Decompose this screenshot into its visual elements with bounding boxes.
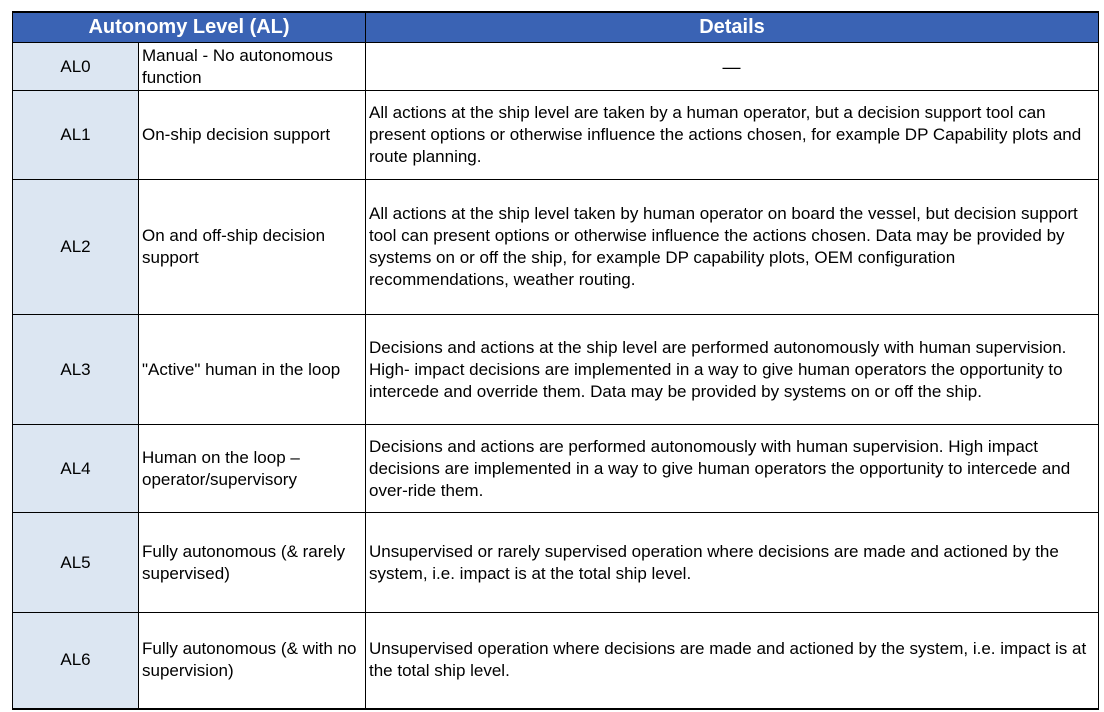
- table-header-row: [13, 12, 1099, 43]
- level-name-cell: "Active" human in the loop: [139, 315, 366, 425]
- table-row: [13, 513, 1099, 613]
- table-row: [13, 91, 1099, 180]
- details-cell: All actions at the ship level taken by human operator on board the vessel, but decision support tool can present options or otherwise influence the actions chosen. Data may be provided by systems on or off the ship, for example DP capability plots, OEM configuration recommendations, weather routing.: [366, 180, 1099, 315]
- level-cell: AL5: [13, 513, 139, 613]
- level-name-cell: Fully autonomous (& rarely supervised): [139, 513, 366, 613]
- level-cell: AL1: [13, 91, 139, 180]
- details-cell: Decisions and actions are performed autonomously with human supervision. High impact decisions are implemented in a way to give human operators the opportunity to intercede and over-ride them.: [366, 425, 1099, 513]
- level-name-cell: Fully autonomous (& with no supervision): [139, 613, 366, 709]
- level-name-cell: On-ship decision support: [139, 91, 366, 180]
- level-cell: AL4: [13, 425, 139, 513]
- table-row: [13, 425, 1099, 513]
- level-name-cell: Human on the loop – operator/supervisory: [139, 425, 366, 513]
- details-cell: All actions at the ship level are taken by a human operator, but a decision support tool can present options or otherwise influence the actions chosen, for example DP Capability plots and route planning.: [366, 91, 1099, 180]
- details-cell: Unsupervised or rarely supervised operation where decisions are made and actioned by the system, i.e. impact is at the total ship level.: [366, 513, 1099, 613]
- table-row: [13, 180, 1099, 315]
- level-name-cell: On and off-ship decision support: [139, 180, 366, 315]
- header-details: Details: [366, 12, 1099, 43]
- header-autonomy-level: Autonomy Level (AL): [13, 12, 366, 43]
- autonomy-level-table: [12, 11, 1099, 710]
- details-cell: —: [366, 43, 1099, 91]
- table-row: [13, 315, 1099, 425]
- details-cell: Unsupervised operation where decisions are made and actioned by the system, i.e. impact is at the total ship level.: [366, 613, 1099, 709]
- level-cell: AL6: [13, 613, 139, 709]
- level-cell: AL3: [13, 315, 139, 425]
- level-name-cell: Manual - No autonomous function: [139, 43, 366, 91]
- table-row: [13, 43, 1099, 91]
- level-cell: AL0: [13, 43, 139, 91]
- table-row: [13, 613, 1099, 709]
- details-cell: Decisions and actions at the ship level are performed autonomously with human supervision. High- impact decisions are implemented in a way to give human operators the opportunity to intercede and override them. Data may be provided by systems on or off the ship.: [366, 315, 1099, 425]
- level-cell: AL2: [13, 180, 139, 315]
